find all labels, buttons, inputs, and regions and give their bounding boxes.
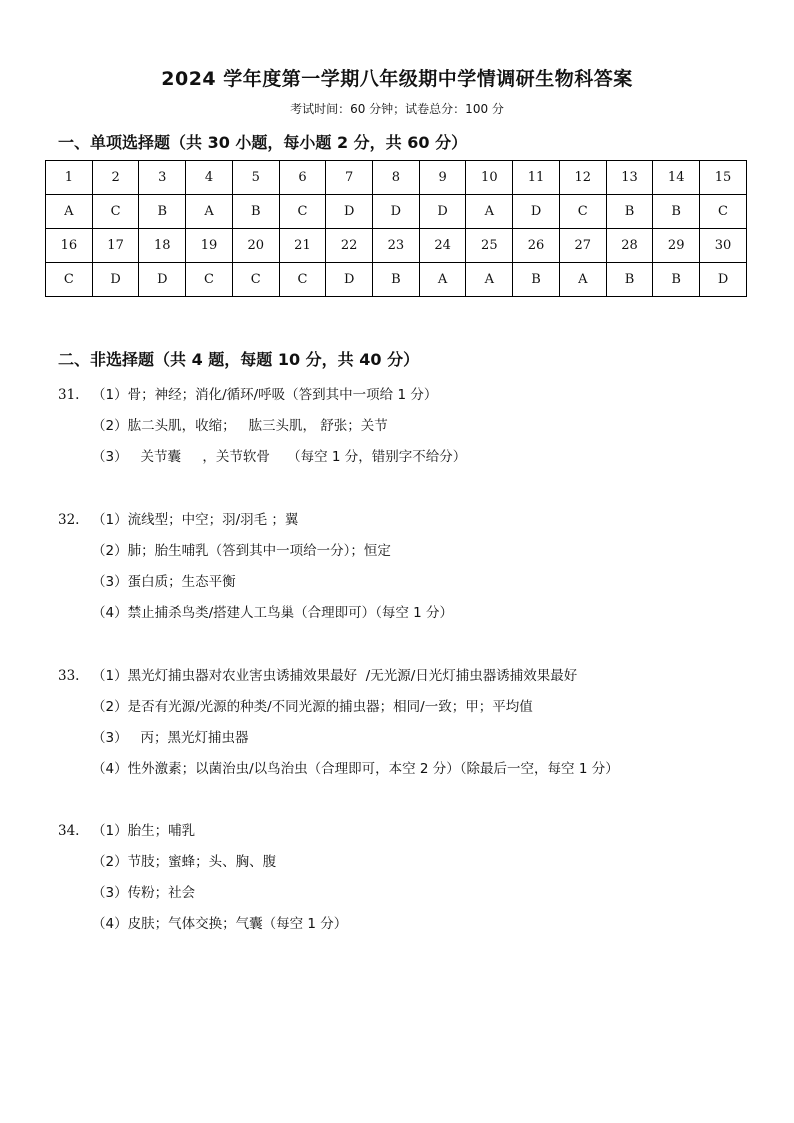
question-number-cell: 21 xyxy=(279,229,326,263)
question-number-cell: 27 xyxy=(559,229,606,263)
question-33 xyxy=(58,661,619,785)
answer-cell: C xyxy=(700,195,747,229)
answer-line: （2）节肢；蜜蜂；头、胸、腹 xyxy=(92,854,277,870)
question-number-cell: 28 xyxy=(606,229,653,263)
question-number-cell: 20 xyxy=(232,229,279,263)
answer-table xyxy=(45,160,747,297)
question-34 xyxy=(58,816,347,940)
question-number-cell: 15 xyxy=(700,161,747,195)
answer-cell: D xyxy=(513,195,560,229)
question-number-cell: 6 xyxy=(279,161,326,195)
answer-line xyxy=(58,661,619,692)
answer-line: （3） 丙；黑光灯捕虫器 xyxy=(92,730,249,746)
answer-cell: A xyxy=(419,263,466,297)
question-number-cell: 14 xyxy=(653,161,700,195)
answer-cell: C xyxy=(279,195,326,229)
section-heading-multiple-choice: 一、单项选择题（共 30 小题，每小题 2 分，共 60 分） xyxy=(58,133,468,152)
answer-line: （2）肱二头肌，收缩； 肱三头肌， 舒张；关节 xyxy=(92,418,388,434)
answer-line: （2）是否有光源/光源的种类/不同光源的捕虫器；相同/一致；甲；平均值 xyxy=(92,699,533,715)
answer-cell: B xyxy=(653,195,700,229)
answer-cell: C xyxy=(92,195,139,229)
question-number-cell: 29 xyxy=(653,229,700,263)
question-number-cell: 17 xyxy=(92,229,139,263)
question-number-cell: 5 xyxy=(232,161,279,195)
page-title: 2024 学年度第一学期八年级期中学情调研生物科答案 xyxy=(161,68,633,90)
answer-cell: B xyxy=(653,263,700,297)
answer-line xyxy=(58,380,466,411)
answer-line: （4）性外激素；以菌治虫/以鸟治虫（合理即可，本空 2 分）（除最后一空，每空 1 分） xyxy=(92,761,619,777)
answer-cell: C xyxy=(279,263,326,297)
question-number-cell: 22 xyxy=(326,229,373,263)
answer-line: （3）蛋白质；生态平衡 xyxy=(92,574,236,590)
question-32 xyxy=(58,505,453,629)
answer-cell: B xyxy=(513,263,560,297)
question-number-cell: 11 xyxy=(513,161,560,195)
answer-cell: B xyxy=(606,195,653,229)
question-number-cell: 2 xyxy=(92,161,139,195)
answer-cell: D xyxy=(700,263,747,297)
question-number-cell: 25 xyxy=(466,229,513,263)
question-number-cell: 3 xyxy=(139,161,186,195)
answer-cell: A xyxy=(186,195,233,229)
answer-line: （3） 关节囊 ，关节软骨 （每空 1 分，错别字不给分） xyxy=(92,449,467,465)
question-number-cell: 23 xyxy=(373,229,420,263)
answer-line: （2）肺；胎生哺乳（答到其中一项给一分）；恒定 xyxy=(92,543,391,559)
exam-info: 考试时间：60 分钟；试卷总分：100 分 xyxy=(290,102,504,116)
answer-cell: C xyxy=(186,263,233,297)
answer-cell: A xyxy=(559,263,606,297)
question-number: 31. xyxy=(58,387,80,403)
answer-cell: A xyxy=(466,263,513,297)
answer-text: （1）黑光灯捕虫器对农业害虫诱捕效果最好 /无光源/日光灯捕虫器诱捕效果最好 xyxy=(92,668,578,684)
question-number-cell: 19 xyxy=(186,229,233,263)
question-number: 34. xyxy=(58,823,80,839)
answer-cell: B xyxy=(606,263,653,297)
question-number: 33. xyxy=(58,668,80,684)
question-number-cell: 12 xyxy=(559,161,606,195)
question-31 xyxy=(58,380,466,473)
answer-line: （3）传粉；社会 xyxy=(92,885,196,901)
answer-cell: D xyxy=(92,263,139,297)
question-number-row xyxy=(46,161,747,195)
question-number-cell: 9 xyxy=(419,161,466,195)
section-heading-non-choice: 二、非选择题（共 4 题，每题 10 分，共 40 分） xyxy=(58,350,420,369)
answer-cell: C xyxy=(559,195,606,229)
question-number-cell: 18 xyxy=(139,229,186,263)
answer-cell: B xyxy=(139,195,186,229)
answer-text: （1）胎生；哺乳 xyxy=(92,823,196,839)
question-number-row xyxy=(46,229,747,263)
answer-cell: C xyxy=(232,263,279,297)
question-number-cell: 4 xyxy=(186,161,233,195)
answer-cell: A xyxy=(46,195,93,229)
question-number-cell: 8 xyxy=(373,161,420,195)
question-number-cell: 30 xyxy=(700,229,747,263)
answer-cell: C xyxy=(46,263,93,297)
answer-line: （4）禁止捕杀鸟类/搭建人工鸟巢（合理即可）（每空 1 分） xyxy=(92,605,454,621)
answer-cell: D xyxy=(419,195,466,229)
answer-cell: D xyxy=(139,263,186,297)
question-number-cell: 26 xyxy=(513,229,560,263)
answer-text: （1）流线型；中空；羽/羽毛 ；翼 xyxy=(92,512,299,528)
answer-row xyxy=(46,195,747,229)
question-number-cell: 13 xyxy=(606,161,653,195)
question-number-cell: 7 xyxy=(326,161,373,195)
answer-cell: B xyxy=(373,263,420,297)
answer-row xyxy=(46,263,747,297)
answer-line: （4）皮肤；气体交换；气囊（每空 1 分） xyxy=(92,916,348,932)
question-number-cell: 16 xyxy=(46,229,93,263)
answer-cell: A xyxy=(466,195,513,229)
question-number: 32. xyxy=(58,512,80,528)
answer-line xyxy=(58,816,347,847)
answer-cell: D xyxy=(373,195,420,229)
question-number-cell: 10 xyxy=(466,161,513,195)
answer-text: （1）骨；神经；消化/循环/呼吸（答到其中一项给 1 分） xyxy=(92,387,438,403)
answer-cell: D xyxy=(326,263,373,297)
answer-line xyxy=(58,505,453,536)
question-number-cell: 24 xyxy=(419,229,466,263)
answer-cell: B xyxy=(232,195,279,229)
question-number-cell: 1 xyxy=(46,161,93,195)
answer-cell: D xyxy=(326,195,373,229)
